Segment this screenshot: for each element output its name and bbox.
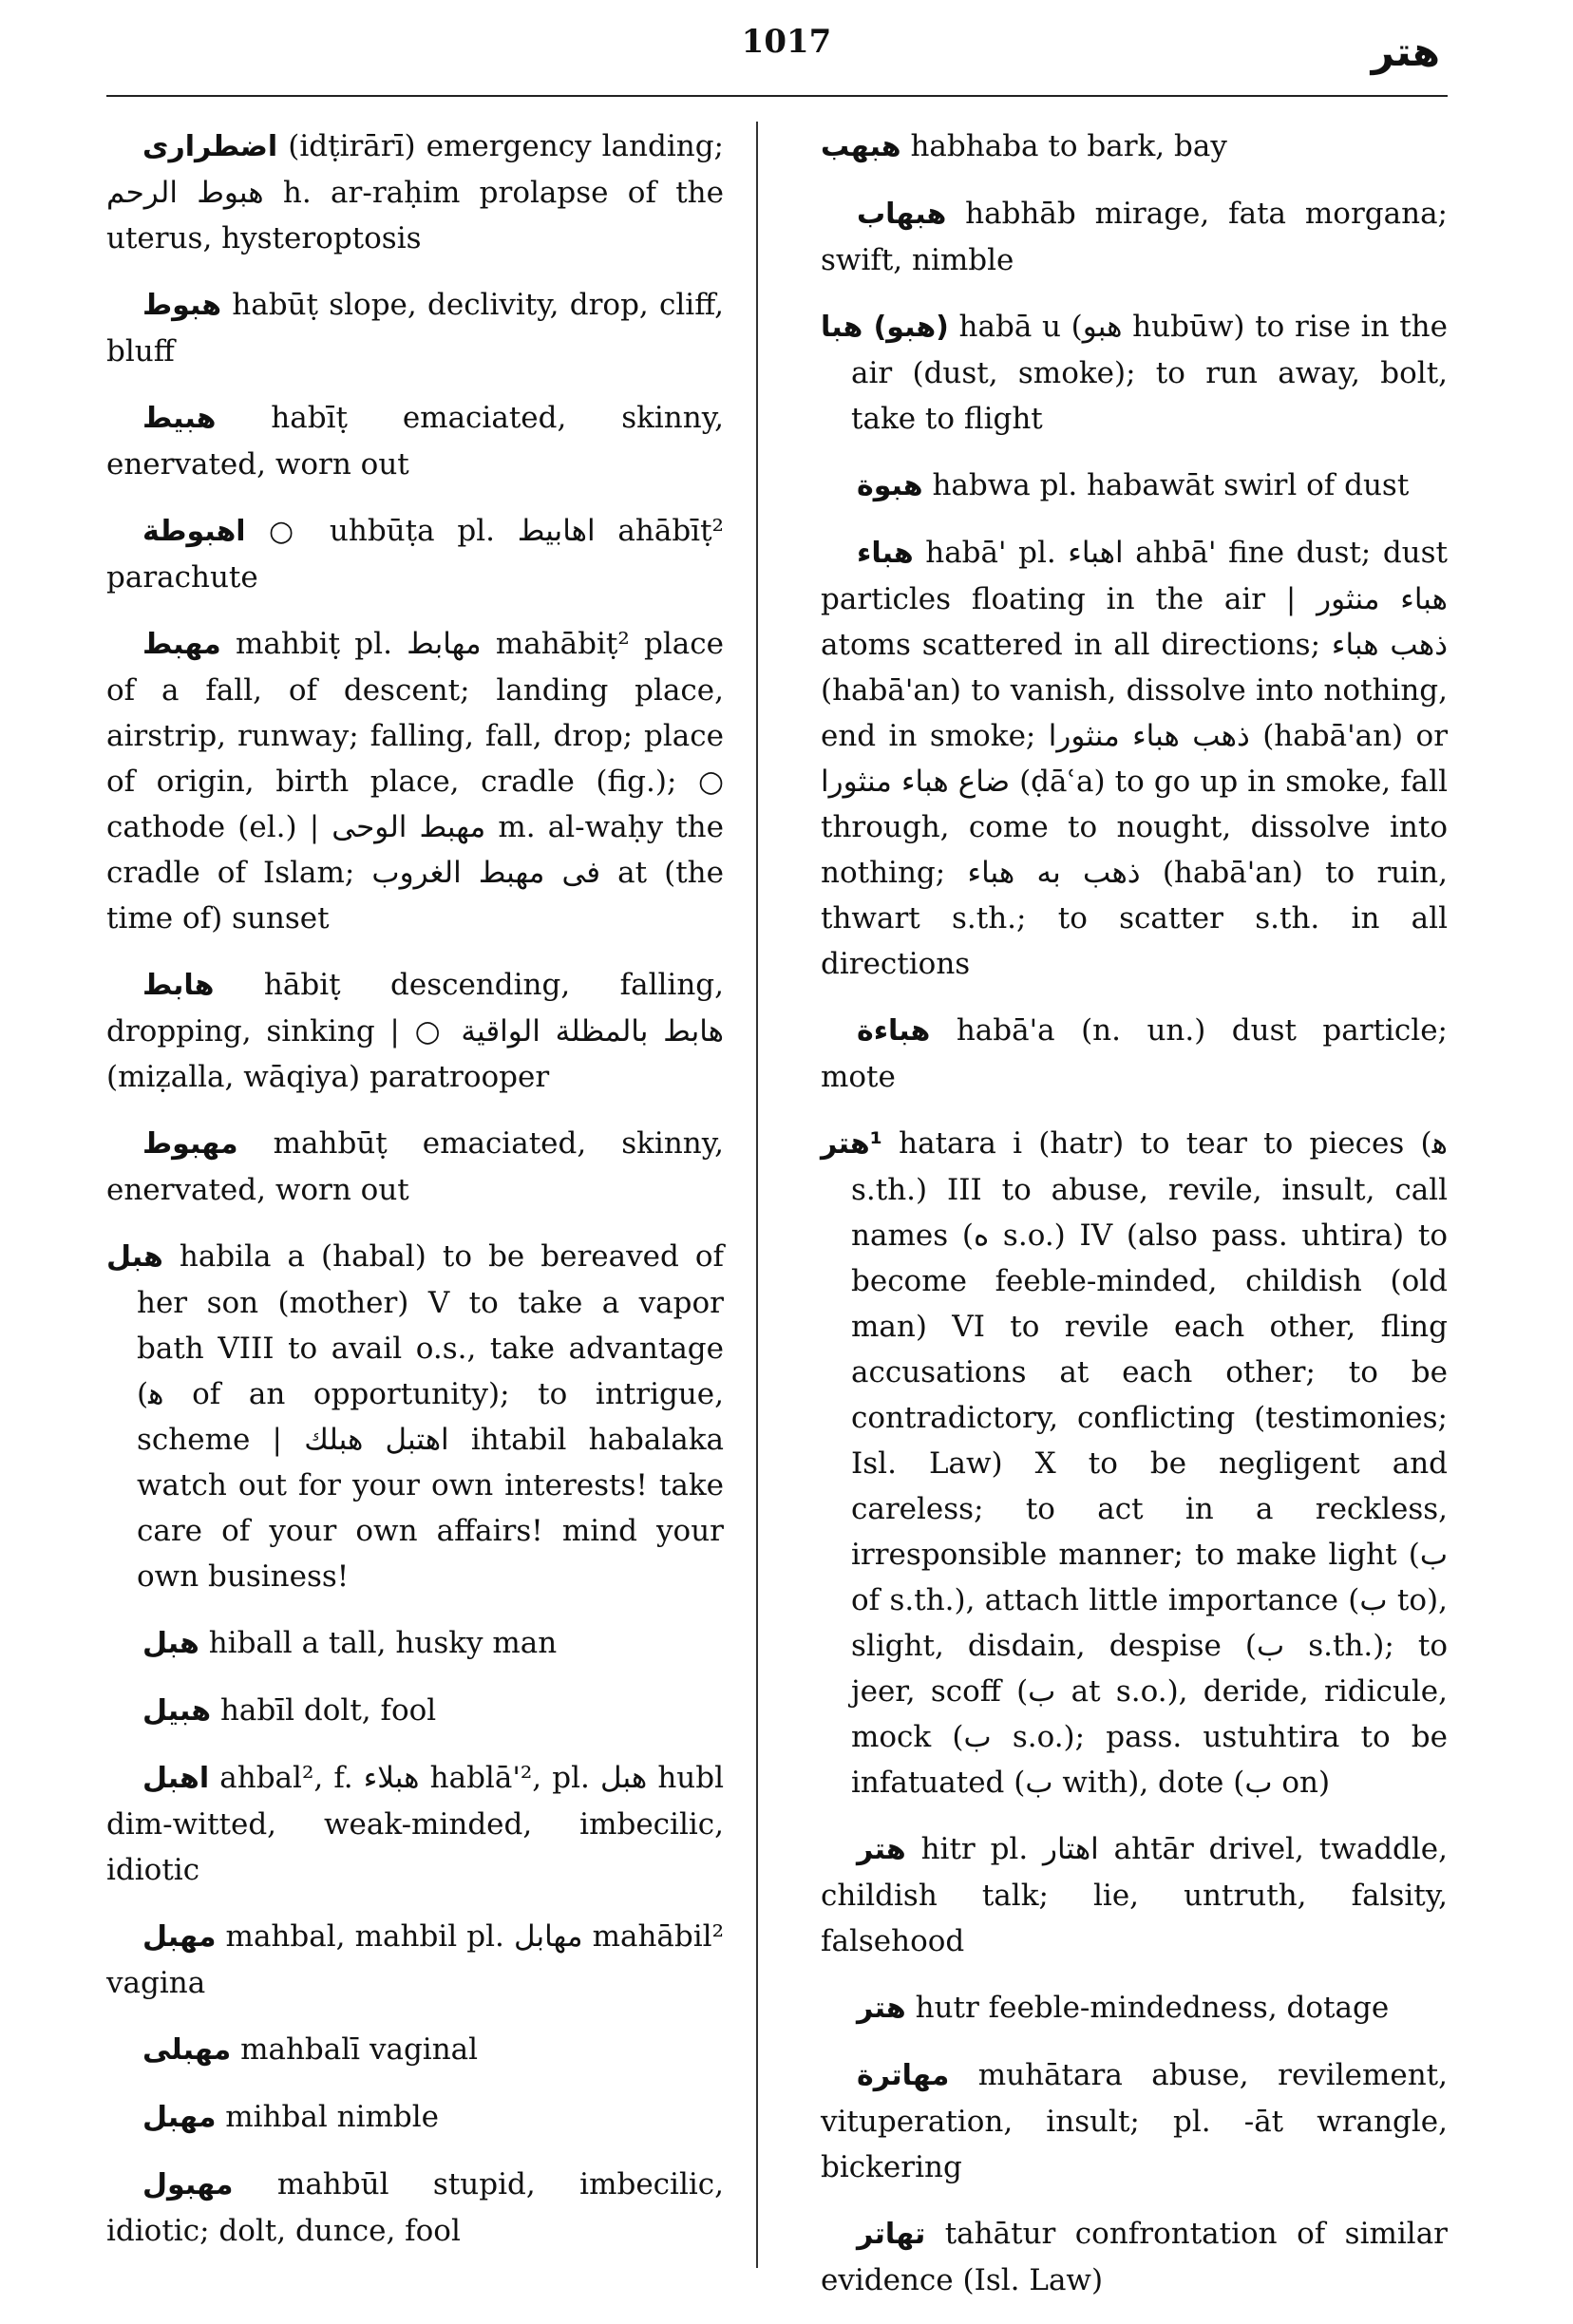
- entry-text: mihbal nimble: [225, 2100, 440, 2134]
- arabic-headword: هبيط: [142, 402, 217, 435]
- entry-text: uhbūṭa pl. اهابيط ahābīṭ² parachute: [106, 514, 724, 595]
- entry-text: tahātur confrontation of similar evidence (Isl. Law): [821, 2217, 1449, 2297]
- arabic-headword: هباءة: [857, 1014, 931, 1048]
- root-entry: [821, 1121, 1448, 1805]
- root-entry: [821, 304, 1448, 442]
- entry-text: mahbalī vaginal: [240, 2032, 479, 2067]
- arabic-headword: مهبلى: [142, 2033, 232, 2067]
- arabic-headword: مهبل: [142, 1920, 217, 1954]
- entry-text: hutr feeble-mindedness, dotage: [915, 1991, 1390, 2025]
- dictionary-entry: [106, 1688, 724, 1734]
- entry-text: habā' pl. اهباء ahbā' fine dust; dust particles floating in the air | هباء منثور atoms scattered in all directions; ذهب هباء (habā'an) to vanish, dissolve into nothing, end in smoke; ذهب هباء منثورا (habā'an) or ضاع هباء منثورا (ḍāʿa) to go up in smoke, fall through, come to nought, dissolve into nothing; ذهب به هباء (habā'an) to ruin, thwart s.th.; to scatter s.th. in all directions: [821, 536, 1449, 981]
- dictionary-entry: [821, 191, 1448, 283]
- entry-text: habā'a (n. un.) dust particle; mote: [821, 1013, 1448, 1094]
- dictionary-entry: [106, 962, 724, 1100]
- entry-text: ahbal², f. هبلاء hablā'², pl. هبل hubl dim-witted, weak-minded, imbecilic, idiotic: [106, 1761, 725, 1887]
- arabic-headword: هباء: [857, 537, 914, 570]
- arabic-headword: هبيل: [142, 1694, 212, 1728]
- dictionary-entry: [821, 2052, 1448, 2190]
- dictionary-entry: [821, 463, 1448, 509]
- dictionary-entry: [106, 2027, 724, 2073]
- entry-text: mahbūl stupid, imbecilic, idiotic; dolt, dunce, fool: [106, 2167, 724, 2248]
- entry-text: habhaba to bark, bay: [910, 129, 1227, 163]
- page-number: 1017: [741, 23, 832, 61]
- arabic-headword: مهبوط: [142, 1127, 238, 1161]
- arabic-headword: ¹هتر: [821, 1127, 882, 1161]
- entry-text: hiball a tall, husky man: [208, 1626, 558, 1660]
- arabic-headword: هبوط: [142, 289, 222, 322]
- dictionary-entry: [106, 395, 724, 487]
- entry-text: mahbūṭ emaciated, skinny, enervated, worn out: [106, 1126, 725, 1207]
- arabic-headword: هبل: [106, 1240, 163, 1274]
- right-column: [821, 123, 1448, 2324]
- running-head: هتر: [1371, 28, 1440, 75]
- dictionary-entry: [821, 1008, 1448, 1100]
- arabic-headword: هبوة: [857, 469, 923, 502]
- dictionary-entry: [106, 282, 724, 374]
- arabic-headword: اضطرارى: [142, 130, 278, 163]
- entry-text: habwa pl. habawāt swirl of dust: [932, 468, 1410, 502]
- dictionary-entry: [106, 621, 724, 941]
- dictionary-entry: [821, 2211, 1448, 2303]
- arabic-headword: هبهاب: [857, 198, 947, 231]
- arabic-headword: مهاترة: [857, 2059, 950, 2092]
- header-rule: [106, 95, 1448, 97]
- entry-text: habīṭ emaciated, skinny, enervated, worn out: [106, 401, 724, 482]
- arabic-headword: ○ اهبوطة: [142, 515, 308, 548]
- arabic-headword: هابط: [142, 969, 215, 1002]
- arabic-headword: مهبط: [142, 628, 221, 661]
- arabic-headword: هتر: [857, 1992, 906, 2025]
- entry-text: habila a (habal) to be bereaved of her son (mother) V to take a vapor bath VIII to avail o.s., take advantage (ﻫ of an opportunity); to intrigue, scheme | اهتبل هبلك ihtabil habalaka watch out for your own interests! take care of your own affairs! mind your own business!: [137, 1239, 725, 1594]
- dictionary-entry: [106, 2094, 724, 2141]
- arabic-headword: هتر: [857, 1833, 906, 1866]
- entry-text: (idṭirārī) emergency landing; هبوط الرحم h. ar-raḥim prolapse of the uterus, hysteroptosis: [106, 129, 725, 255]
- dictionary-entry: [821, 530, 1448, 987]
- entry-text: habīl dolt, fool: [219, 1693, 437, 1728]
- dictionary-entry: [106, 1620, 724, 1667]
- entry-text: hābiṭ descending, falling, dropping, sinking | ○ هابط بالمظلة الواقية (miẓalla, wāqiya) paratrooper: [106, 968, 724, 1094]
- left-column: [106, 123, 724, 2275]
- column-divider: [756, 122, 758, 2268]
- dictionary-entry: [106, 1121, 724, 1213]
- dictionary-entry: [106, 508, 724, 600]
- arabic-headword: هبهب: [821, 130, 901, 163]
- root-entry: [821, 123, 1448, 170]
- entry-text: hatara i (hatr) to tear to pieces (ﻫ s.th.) III to abuse, revile, insult, call names (ﻩ s.o.) IV (also pass. uhtira) to become feeble-minded, childish (old man) VI to revile each other, fling accusations at each other; to be contradictory, conflicting (testimonies; Isl. Law) X to be negligent and careless; to act in a reckless, irresponsible manner; to make light (ب of s.th.), attach little importance (ب to), slight, disdain, despise (ب s.th.); to jeer, scoff (ب at s.o.), deride, ridicule, mock (ب s.o.); pass. ustuhtira to be infatuated (ب with), dote (ب on): [851, 1126, 1448, 1800]
- arabic-headword: مهبل: [142, 2101, 217, 2134]
- dictionary-entry: [821, 1826, 1448, 1964]
- dictionary-entry: [106, 1914, 724, 2006]
- arabic-headword: اهبل: [142, 1762, 210, 1795]
- entry-text: habūṭ slope, declivity, drop, cliff, bluff: [106, 288, 724, 368]
- arabic-headword: مهبول: [142, 2168, 234, 2201]
- arabic-headword: (هبو) هبا: [821, 311, 949, 344]
- arabic-headword: تهاتر: [857, 2218, 926, 2251]
- entry-text: habā u (هبو hubūw) to rise in the air (dust, smoke); to run away, bolt, take to flight: [851, 310, 1448, 436]
- dictionary-entry: [821, 1985, 1448, 2031]
- entry-text: mahbiṭ pl. مهابط mahābiṭ² place of a fall, of descent; landing place, airstrip, runway; falling, fall, drop; place of origin, birth place, cradle (fig.); ○ cathode (el.) | مهبط الوحى m. al-waḥy the cradle of Islam; فى مهبط الغروب at (the time of) sunset: [106, 627, 724, 935]
- dictionary-entry: [106, 1755, 724, 1893]
- entry-text: muhātara abuse, revilement, vituperation, insult; pl. -āt wrangle, bickering: [821, 2058, 1448, 2184]
- entry-text: habhāb mirage, fata morgana; swift, nimble: [821, 197, 1448, 277]
- dictionary-entry: [106, 123, 724, 261]
- arabic-headword: هبل: [142, 1627, 199, 1660]
- root-entry: [106, 1234, 724, 1599]
- entry-text: hitr pl. اهتار ahtār drivel, twaddle, childish talk; lie, untruth, falsity, falsehood: [821, 1832, 1449, 1958]
- dictionary-entry: [106, 2162, 724, 2254]
- entry-text: mahbal, mahbil pl. مهابل mahābil² vagina: [106, 1919, 725, 2000]
